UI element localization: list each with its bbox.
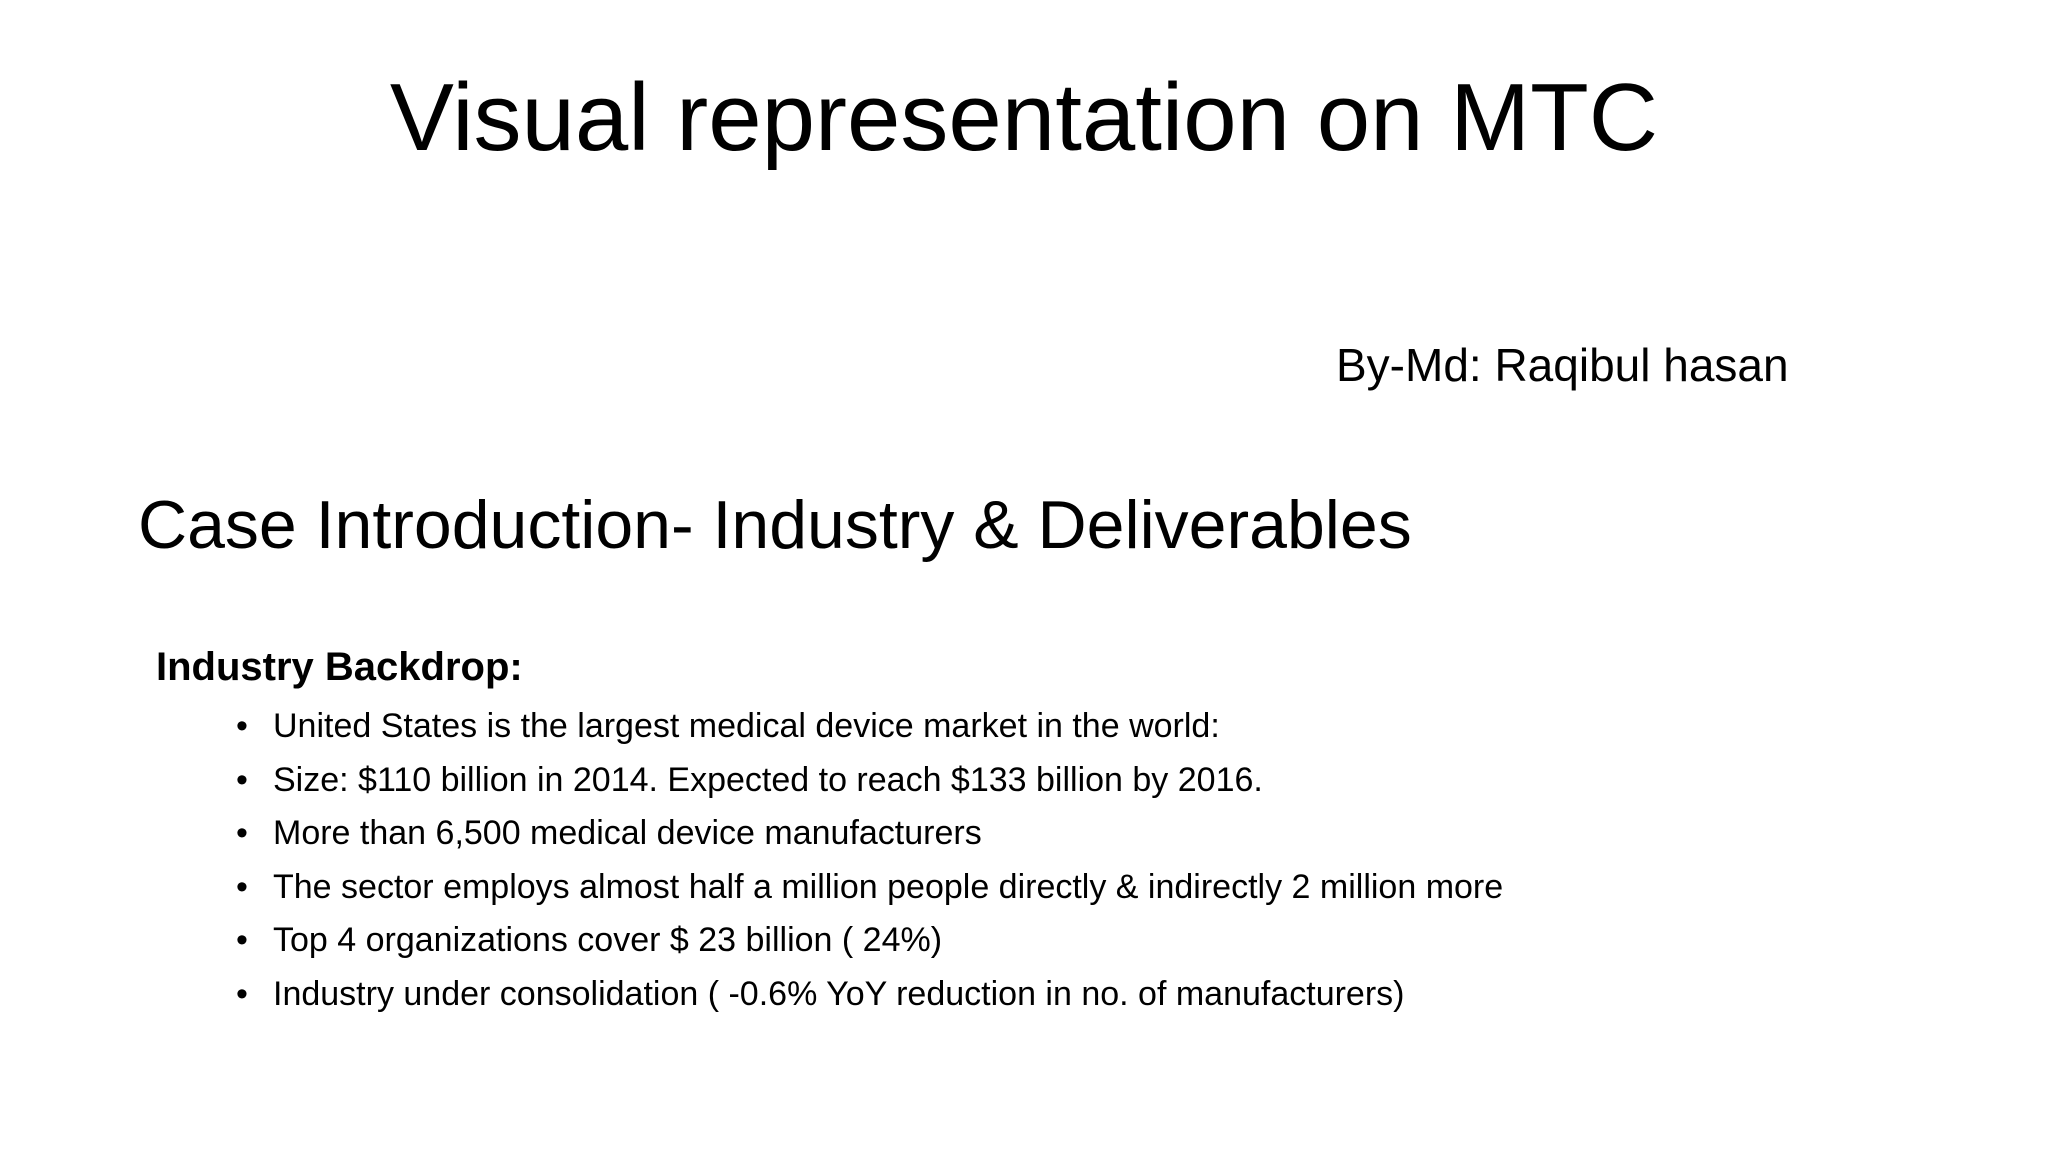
bullet-icon: • bbox=[236, 921, 248, 960]
bullet-text: Size: $110 billion in 2014. Expected to reach $133 billion by 2016. bbox=[273, 760, 1263, 799]
bullet-text: Industry under consolidation ( -0.6% YoY reduction in no. of manufacturers) bbox=[273, 974, 1405, 1013]
bullet-icon: • bbox=[236, 814, 248, 853]
bullet-text: United States is the largest medical device market in the world: bbox=[273, 707, 1220, 745]
author-line: By-Md: Raqibul hasan bbox=[1336, 339, 1789, 391]
bullet-text: Top 4 organizations cover $ 23 billion ( 24%) bbox=[273, 921, 943, 960]
industry-backdrop-heading: Industry Backdrop: bbox=[156, 645, 523, 689]
bullet-icon: • bbox=[236, 760, 248, 799]
bullet-icon: • bbox=[236, 867, 248, 906]
bullet-text: More than 6,500 medical device manufacturers bbox=[273, 814, 982, 853]
bullet-text: The sector employs almost half a million people directly & indirectly 2 million more bbox=[273, 867, 1504, 906]
slide-title: Visual representation on MTC bbox=[389, 64, 1659, 171]
bullet-icon: • bbox=[236, 707, 248, 745]
section-title: Case Introduction- Industry & Deliverables bbox=[138, 487, 1412, 563]
bullet-icon: • bbox=[236, 974, 248, 1013]
